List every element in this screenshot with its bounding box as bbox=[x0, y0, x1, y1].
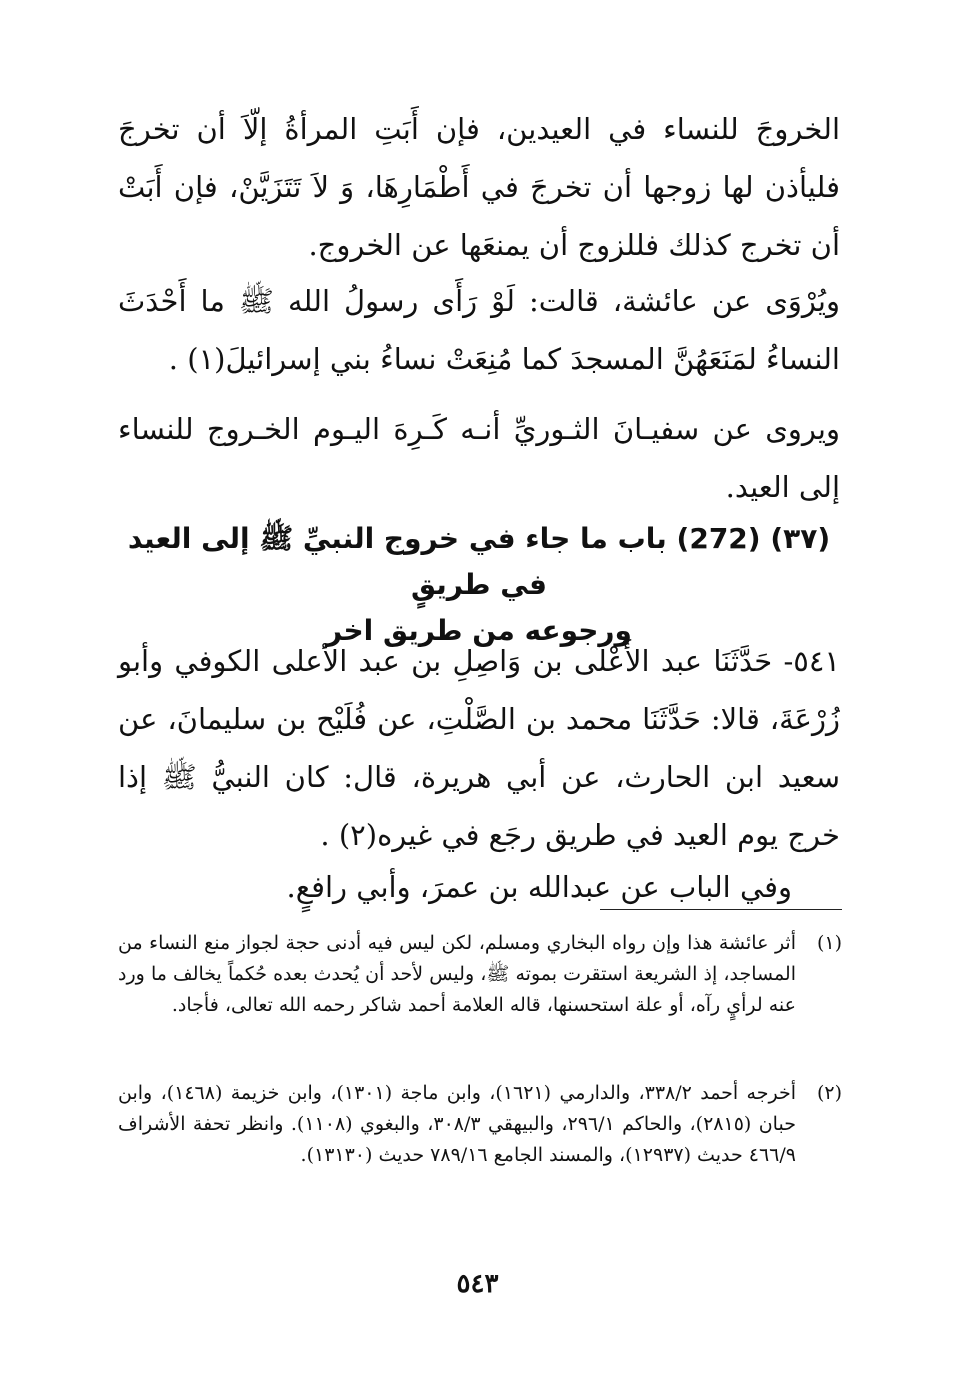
paragraph-chapter-references: وفي الباب عن عبدالله بن عمرَ، وأبي رافعٍ. bbox=[286, 870, 792, 904]
chapter-heading-line2: ورجوعه من طريق اخر bbox=[326, 614, 632, 647]
footnotes-section bbox=[118, 0, 842, 1387]
hadith-541-paragraph: ٥٤١- حَدَّثَنَا عبد الأَعْلَى بن وَاصِلِ بن عبد الأعلى الكوفي وأبو زُرْعَةَ، قالا: حَدَّثَنَا محمد بن الصَّلْتِ، عن فُلَيْح بن سليمانَ، عن سعيد ابن الحارث، عن أبي هريرة، قال: كان النبيُّ ﷺ إذا خرج يوم العيد في طريق رجَع في غيره(٢) . bbox=[118, 644, 840, 852]
footnote-1 bbox=[118, 928, 842, 1021]
paragraph-sufyan-report: ويروى عن سفيـانَ الثـوريِّ أنـه كَـرِهَ اليـوم الخـروج للنساء إلى العيد. bbox=[118, 412, 840, 504]
chapter-heading-line1: (٣٧) (272) باب ما جاء في خروج النبيِّ ﷺ إلى العيد في طريقٍ bbox=[127, 522, 831, 601]
page-number: ٥٤٣ bbox=[456, 1269, 499, 1299]
paragraph-aisha-report: ويُرْوَى عن عائشة، قالت: لَوْ رَأَى رسولُ الله ﷺ ما أَحْدَثَ النساءُ لمَنَعَهُنَّ المسجدَ كما مُنِعَتْ نساءُ بني إسرائيلَ(١) . bbox=[118, 284, 840, 376]
footnote-2 bbox=[118, 1078, 842, 1171]
footnote-1-text: أثر عائشة هذا وإن رواه البخاري ومسلم، لكن ليس فيه أدنى حجة لجواز منع النساء من المساجد، إذ الشريعة استقرت بموته ﷺ، وليس لأحد أن يُحدث بعده حُكماً يخالف ما ورد عنه لرأيٍ رآه، أو علة استحسنها، قاله العلامة أحمد شاكر رحمه الله تعالى، فأجاد. bbox=[118, 932, 796, 1016]
paragraph-women-eid-outing: الخروجَ للنساء في العيدين، فإن أَبَتِ المرأةُ إلّاَ أن تخرجَ فليأذن لها زوجها أن تخرجَ في أَطْمَارِهَا، وَ لاَ تَتَزَيَّنْ، فإن أَبَتْ أن تخرج كذلك فللزوج أن يمنعَها عن الخروج. bbox=[118, 112, 840, 262]
footnote-2-text: أخرجه أحمد ٣٣٨/٢، والدارمي (١٦٢١)، وابن ماجة (١٣٠١)، وابن خزيمة (١٤٦٨)، وابن حبان (٢٨١٥)، والحاكم ٢٩٦/١، والبيهقي ٣٠٨/٣، والبغوي (١١٠٨). وانظر تحفة الأشراف ٤٦٦/٩ حديث (١٢٩٣٧)، والمسند الجامع ٧٨٩/١٦ حديث (١٣١٣٠). bbox=[118, 1082, 796, 1166]
footnote-1-number: (١) bbox=[816, 932, 842, 954]
footnote-2-number: (٢) bbox=[816, 1082, 842, 1104]
